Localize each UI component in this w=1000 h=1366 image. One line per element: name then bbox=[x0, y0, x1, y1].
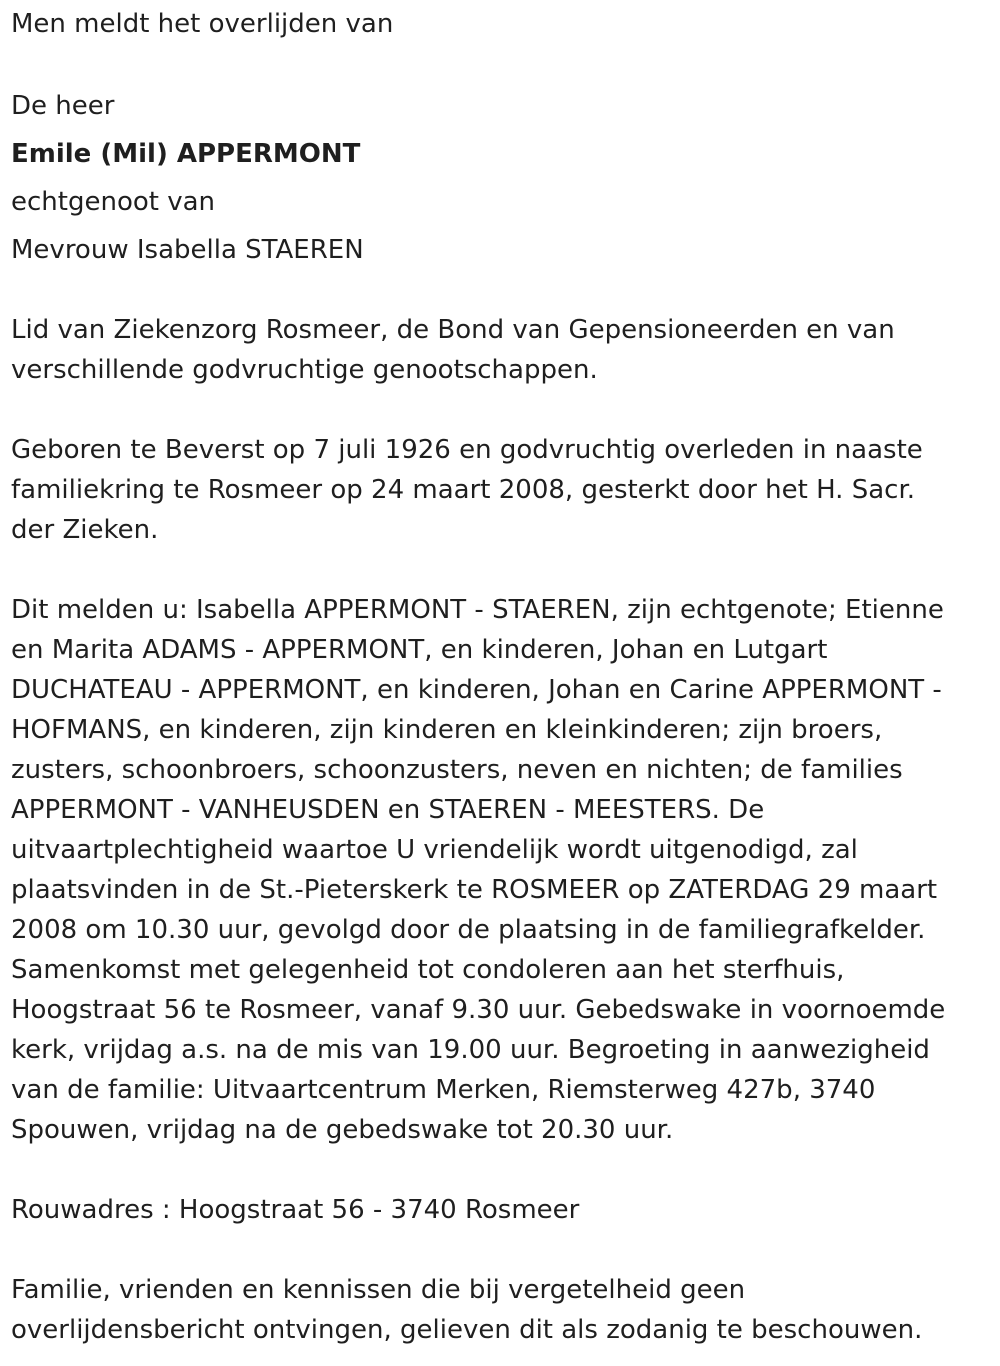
paragraph-line: Samenkomst met gelegenheid tot condoleren aan het sterfhuis, bbox=[11, 955, 845, 985]
spacer bbox=[11, 1230, 981, 1270]
spacer bbox=[11, 550, 981, 590]
deceased-name: Emile (Mil) APPERMONT bbox=[11, 139, 361, 169]
paragraph-line: plaatsvinden in de St.-Pieterskerk te ROSMEER op ZATERDAG 29 maart bbox=[11, 875, 938, 905]
paragraph-line: Geboren te Beverst op 7 juli 1926 en godvruchtig overleden in naaste bbox=[11, 435, 923, 465]
paragraph-line: Dit melden u: Isabella APPERMONT - STAEREN, zijn echtgenote; Etienne bbox=[11, 595, 944, 625]
birth-death-paragraph bbox=[11, 430, 981, 550]
announcement-paragraph bbox=[11, 590, 981, 1150]
closing-paragraph bbox=[11, 1270, 981, 1350]
mourning-address: Rouwadres : Hoogstraat 56 - 3740 Rosmeer bbox=[11, 1195, 580, 1225]
title-line: De heer bbox=[11, 91, 115, 121]
paragraph-line: overlijdensbericht ontvingen, gelieven dit als zodanig te beschouwen. bbox=[11, 1315, 923, 1345]
spacer bbox=[11, 44, 981, 86]
paragraph-line: verschillende godvruchtige genootschappen. bbox=[11, 355, 598, 385]
paragraph-line: der Zieken. bbox=[11, 515, 159, 545]
paragraph-line: DUCHATEAU - APPERMONT, en kinderen, Johan en Carine APPERMONT - bbox=[11, 675, 942, 705]
paragraph-line: familiekring te Rosmeer op 24 maart 2008, gesterkt door het H. Sacr. bbox=[11, 475, 916, 505]
spacer bbox=[11, 1150, 981, 1190]
paragraph-line: APPERMONT - VANHEUSDEN en STAEREN - MEESTERS. De bbox=[11, 795, 765, 825]
paragraph-line: Lid van Ziekenzorg Rosmeer, de Bond van Gepensioneerden en van bbox=[11, 315, 895, 345]
paragraph-line: en Marita ADAMS - APPERMONT, en kinderen, Johan en Lutgart bbox=[11, 635, 828, 665]
paragraph-line: 2008 om 10.30 uur, gevolgd door de plaatsing in de familiegrafkelder. bbox=[11, 915, 926, 945]
membership-paragraph bbox=[11, 310, 981, 390]
death-notice bbox=[11, 4, 981, 1350]
paragraph-line: Spouwen, vrijdag na de gebedswake tot 20.30 uur. bbox=[11, 1115, 674, 1145]
paragraph-line: van de familie: Uitvaartcentrum Merken, Riemsterweg 427b, 3740 bbox=[11, 1075, 876, 1105]
relation-line: echtgenoot van bbox=[11, 187, 216, 217]
paragraph-line: zusters, schoonbroers, schoonzusters, neven en nichten; de families bbox=[11, 755, 903, 785]
spacer bbox=[11, 270, 981, 310]
spouse-name: Mevrouw Isabella STAEREN bbox=[11, 235, 364, 265]
paragraph-line: HOFMANS, en kinderen, zijn kinderen en kleinkinderen; zijn broers, bbox=[11, 715, 883, 745]
paragraph-line: Hoogstraat 56 te Rosmeer, vanaf 9.30 uur. Gebedswake in voornoemde bbox=[11, 995, 946, 1025]
intro-line: Men meldt het overlijden van bbox=[11, 9, 394, 39]
paragraph-line: uitvaartplechtigheid waartoe U vriendelijk wordt uitgenodigd, zal bbox=[11, 835, 858, 865]
paragraph-line: kerk, vrijdag a.s. na de mis van 19.00 uur. Begroeting in aanwezigheid bbox=[11, 1035, 930, 1065]
paragraph-line: Familie, vrienden en kennissen die bij vergetelheid geen bbox=[11, 1275, 746, 1305]
spacer bbox=[11, 390, 981, 430]
